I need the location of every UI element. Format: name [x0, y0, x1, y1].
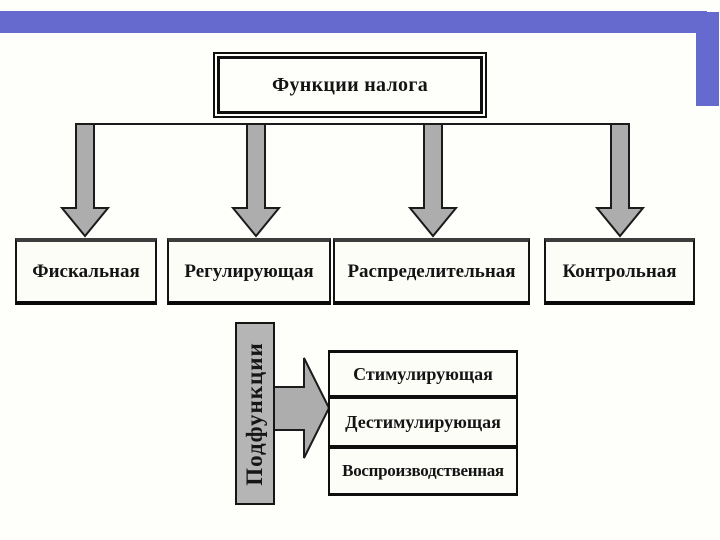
title-box	[213, 52, 487, 118]
down-arrow-icon	[62, 124, 108, 236]
subfunction-box-stimulating: Стимулирующая	[328, 350, 518, 398]
subfunction-box-destimulating: Дестимулирующая	[328, 396, 518, 448]
down-arrow-icon	[597, 124, 643, 236]
function-box-regulatory: Регулирующая	[167, 238, 331, 305]
function-box-fiscal: Фискальная	[15, 238, 157, 305]
right-arrow-icon	[274, 358, 329, 458]
subfunctions-stack	[328, 350, 518, 496]
subfunctions-label-text: Подфункции	[242, 341, 267, 486]
function-box-control: Контрольная	[544, 238, 695, 305]
subfunction-box-reproductive: Воспроизводственная	[328, 446, 518, 496]
function-box-distributive: Распределительная	[333, 238, 530, 305]
subfunctions-vertical-label	[235, 322, 275, 505]
down-arrow-icon	[410, 124, 456, 236]
page-title: Функции налога	[217, 56, 483, 114]
down-arrow-icon	[233, 124, 279, 236]
